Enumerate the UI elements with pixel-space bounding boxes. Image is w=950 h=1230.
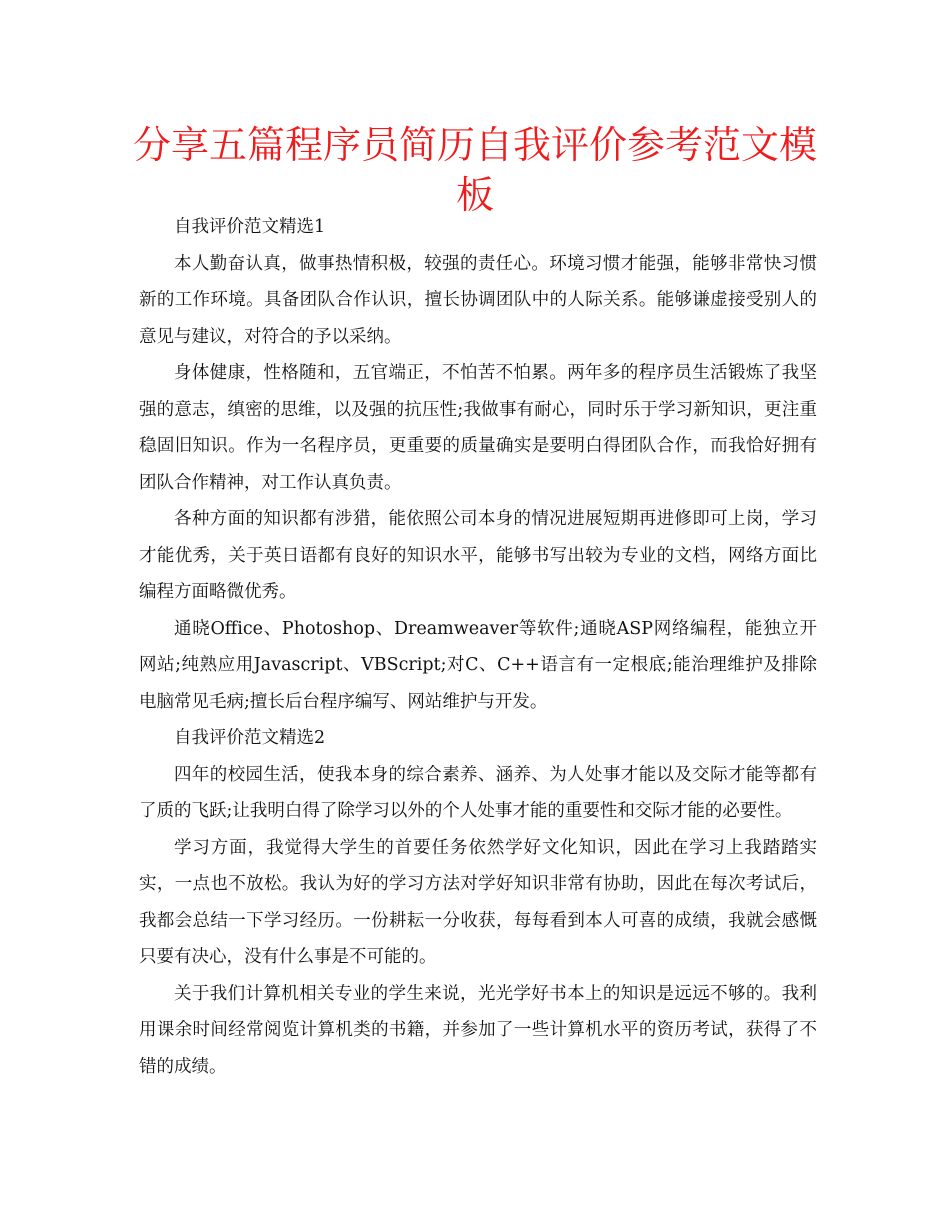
document-title: 分享五篇程序员简历自我评价参考范文模板: [132, 123, 817, 217]
paragraph-2: 身体健康，性格随和，五官端正，不怕苦不怕累。两年多的程序员生活锻炼了我坚强的意志，缜密的思维，以及强的抗压性;我做事有耐心，同时乐于学习新知识，更注重稳固旧知识。作为一名程序员，更重要的质量确实是要明白得团队合作，而我恰好拥有团队合作精神，对工作认真负责。: [139, 363, 817, 493]
paragraph-5: 四年的校园生活，使我本身的综合素养、涵养、为人处事才能以及交际才能等都有了质的飞跃;让我明白得了除学习以外的个人处事才能的重要性和交际才能的必要性。: [139, 764, 817, 821]
paragraph-7: 关于我们计算机相关专业的学生来说，光光学好书本上的知识是远远不够的。我利用课余时间经常阅览计算机类的书籍，并参加了一些计算机水平的资历考试，获得了不错的成绩。: [139, 983, 817, 1077]
paragraph-3: 各种方面的知识都有涉猎，能依照公司本身的情况进展短期再进修即可上岗，学习才能优秀，关于英日语都有良好的知识水平，能够书写出较为专业的文档，网络方面比编程方面略微优秀。: [139, 509, 817, 602]
paragraph-4: 通晓Office、Photoshop、Dreamweaver等软件;通晓ASP网络编程，能独立开网站;纯熟应用Javascript、VBScript;对C、C++语言有一定根底;能治理维护及排除电脑常见毛病;擅长后台程序编写、网站维护与开发。: [139, 618, 817, 712]
document-body: [139, 209, 817, 1085]
section-heading-2: 自我评价范文精选2: [174, 728, 326, 748]
section-heading-1: 自我评价范文精选1: [174, 217, 326, 237]
paragraph-6: 学习方面，我觉得大学生的首要任务依然学好文化知识，因此在学习上我踏踏实实，一点也不放松。我认为好的学习方法对学好知识非常有协助，因此在每次考试后，我都会总结一下学习经历。一份耕耘一分收获，每每看到本人可喜的成绩，我就会感慨只要有决心，没有什么事是不可能的。: [139, 837, 817, 967]
paragraph-1: 本人勤奋认真，做事热情积极，较强的责任心。环境习惯才能强，能够非常快习惯新的工作环境。具备团队合作认识，擅长协调团队中的人际关系。能够谦虚接受别人的意见与建议，对符合的予以采纳。: [139, 253, 817, 347]
